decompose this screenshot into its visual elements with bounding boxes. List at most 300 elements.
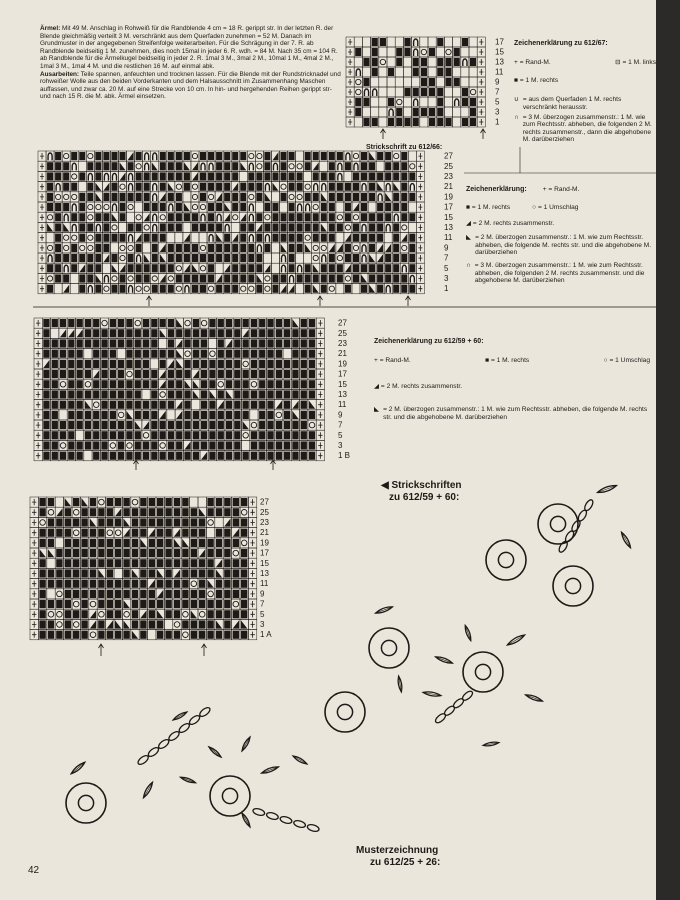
- knit-mark: [110, 390, 116, 398]
- border-stitch-mark: [32, 540, 36, 546]
- sk2po-mark: [201, 214, 205, 221]
- knit-mark: [377, 234, 383, 242]
- decrease-mark: [48, 549, 54, 557]
- chart-cell: [47, 589, 55, 599]
- knit-mark: [216, 254, 222, 262]
- knit-mark: [329, 152, 335, 160]
- knit-mark: [396, 58, 402, 66]
- knit-mark: [110, 411, 116, 419]
- knit-mark: [301, 339, 307, 347]
- knit-mark: [208, 213, 214, 221]
- knit-mark: [224, 580, 230, 588]
- knit-mark: [120, 193, 126, 201]
- chart-cell: [379, 77, 387, 87]
- sk2po-mark: [153, 224, 157, 231]
- knit-mark: [226, 370, 232, 378]
- knit-mark: [120, 274, 126, 282]
- knit-mark: [377, 274, 383, 282]
- yarn-over-mark: [124, 612, 130, 618]
- knit-mark: [93, 390, 99, 398]
- knit-mark: [160, 452, 166, 460]
- knit-mark: [429, 118, 435, 126]
- knit-mark: [216, 285, 222, 293]
- knit-mark: [184, 452, 190, 460]
- knit-mark: [115, 600, 121, 608]
- knit-mark: [149, 549, 155, 557]
- yarn-over-mark: [160, 392, 166, 398]
- knit-mark: [56, 549, 62, 557]
- knit-mark: [409, 285, 415, 293]
- decrease-mark: [226, 390, 232, 398]
- decrease-mark: [140, 539, 146, 547]
- knit-mark: [267, 350, 273, 358]
- finishing-title: Ausarbeiten:: [40, 70, 80, 78]
- knit-mark: [234, 452, 240, 460]
- repeat-arrow-mark: [147, 296, 152, 306]
- decrease-mark: [120, 172, 126, 180]
- chart-cell: [110, 243, 118, 253]
- knit-mark: [168, 264, 174, 272]
- decrease-mark: [95, 183, 101, 191]
- knit-mark: [321, 264, 327, 272]
- knit-mark: [65, 620, 71, 628]
- knit-mark: [168, 431, 174, 439]
- decrease-mark: [98, 569, 104, 577]
- chart-cell: [231, 222, 239, 232]
- knit-mark: [118, 380, 124, 388]
- knit-mark: [369, 183, 375, 191]
- border-stitch-mark: [318, 381, 322, 387]
- knit-mark: [98, 549, 104, 557]
- knit-mark: [208, 264, 214, 272]
- knit-mark: [243, 319, 249, 327]
- knit-mark: [267, 421, 273, 429]
- knit-mark: [289, 152, 295, 160]
- chart-cell: [379, 107, 387, 117]
- knit-mark: [111, 183, 117, 191]
- chart-cell: [362, 67, 370, 77]
- knit-mark: [209, 370, 215, 378]
- k2tog-symbol-icon: ◢: [466, 219, 472, 227]
- yarn-over-mark: [297, 194, 302, 199]
- knit-mark: [85, 370, 91, 378]
- knit-mark: [165, 498, 171, 506]
- knit-mark: [216, 610, 222, 618]
- border-stitch-symbol-icon: +: [374, 357, 378, 365]
- knit-mark: [176, 441, 182, 449]
- flower-ring: [325, 692, 365, 732]
- decrease-mark: [132, 569, 138, 577]
- border-stitch-mark: [418, 163, 422, 169]
- knit-mark: [329, 264, 335, 272]
- knit-mark: [301, 370, 307, 378]
- decrease-mark: [103, 254, 109, 262]
- chart-cell: [283, 349, 291, 359]
- border-stitch-mark: [418, 265, 422, 271]
- knit-mark: [284, 390, 290, 398]
- yarn-over-mark: [60, 443, 66, 449]
- knit-mark: [152, 234, 158, 242]
- knit-mark: [120, 152, 126, 160]
- yarn-over-mark: [309, 422, 315, 428]
- knit-mark: [200, 223, 206, 231]
- knit-mark: [251, 339, 257, 347]
- knit-mark: [292, 431, 298, 439]
- knit-mark: [43, 350, 49, 358]
- border-stitch-mark: [32, 509, 36, 515]
- knit-mark: [259, 401, 265, 409]
- decrease-mark: [272, 183, 278, 191]
- decrease-mark: [90, 620, 96, 628]
- knit-mark: [111, 162, 117, 170]
- knit-mark: [101, 350, 107, 358]
- yarn-over-mark: [88, 235, 93, 240]
- chart-cell: [395, 87, 403, 97]
- legend-66-item: ■ = 1 M. rechts: [466, 204, 511, 212]
- knit-mark: [110, 329, 116, 337]
- chart-cell: [408, 222, 416, 232]
- knit-mark: [233, 518, 239, 526]
- knit-mark: [256, 183, 262, 191]
- knit-mark: [65, 610, 71, 618]
- sleeve-title: Ärmel:: [40, 25, 61, 32]
- knit-mark: [151, 370, 157, 378]
- chart-cell: [453, 67, 461, 77]
- yarn-over-mark: [249, 286, 254, 291]
- knit-mark: [292, 329, 298, 337]
- legend-66-item: ◢ = 2 M. rechts zusammenstr.: [466, 219, 555, 227]
- knit-mark: [377, 203, 383, 211]
- sk2po-mark: [389, 109, 393, 116]
- decrease-mark: [224, 213, 230, 221]
- knit-mark: [149, 610, 155, 618]
- knit-mark: [165, 549, 171, 557]
- knit-mark: [87, 254, 93, 262]
- yarn-over-mark: [394, 153, 399, 158]
- knit-mark: [284, 401, 290, 409]
- knit-mark: [43, 441, 49, 449]
- knit-mark: [115, 518, 121, 526]
- knit-mark: [208, 183, 214, 191]
- knit-mark: [143, 441, 149, 449]
- knit-mark: [95, 285, 101, 293]
- knit-mark: [218, 339, 224, 347]
- border-stitch-mark: [418, 275, 422, 281]
- decrease-mark: [176, 401, 182, 409]
- knit-mark: [233, 498, 239, 506]
- knit-mark: [289, 234, 295, 242]
- knit-mark: [144, 193, 150, 201]
- chart-cell: [191, 233, 199, 243]
- chart-cell: [183, 222, 191, 232]
- knit-mark: [292, 421, 298, 429]
- border-stitch-mark: [250, 509, 254, 515]
- sk2po-mark: [362, 184, 366, 191]
- decrease-mark: [43, 360, 49, 368]
- row-number: 1 B: [338, 451, 351, 461]
- repeat-arrow-mark: [134, 460, 139, 470]
- chart-cell: [403, 107, 411, 117]
- knit-mark: [256, 172, 262, 180]
- knit-mark: [140, 549, 146, 557]
- decrease-mark: [243, 421, 249, 429]
- knit-mark: [118, 319, 124, 327]
- sk2po-mark: [169, 204, 173, 211]
- knit-mark: [184, 244, 190, 252]
- yarn-over-mark: [144, 286, 149, 291]
- decrease-mark: [292, 319, 298, 327]
- knit-mark: [301, 360, 307, 368]
- knit-mark: [168, 319, 174, 327]
- decrease-mark: [232, 183, 238, 191]
- knit-mark: [232, 274, 238, 282]
- row-number: 21: [260, 528, 269, 538]
- knit-mark: [413, 118, 419, 126]
- knit-mark: [160, 234, 166, 242]
- knit-mark: [39, 620, 45, 628]
- knit-mark: [264, 152, 270, 160]
- knit-mark: [135, 370, 141, 378]
- chart-cell: [387, 77, 395, 87]
- knit-mark: [152, 285, 158, 293]
- knit-mark: [85, 431, 91, 439]
- chart-612-67: [346, 37, 504, 127]
- chart-cell: [167, 233, 175, 243]
- knit-mark: [224, 539, 230, 547]
- decrease-mark: [191, 610, 197, 618]
- knit-mark: [226, 380, 232, 388]
- knit-mark: [151, 421, 157, 429]
- border-stitch-mark: [40, 194, 44, 200]
- knit-mark: [52, 380, 58, 388]
- knit-mark: [353, 254, 359, 262]
- knit-mark: [73, 590, 79, 598]
- yarn-over-mark: [135, 320, 141, 326]
- knit-mark: [165, 559, 171, 567]
- border-stitch-mark: [32, 591, 36, 597]
- knit-mark: [216, 152, 222, 160]
- knit-mark: [309, 441, 315, 449]
- knit-mark: [48, 518, 54, 526]
- knit-mark: [218, 319, 224, 327]
- knit-mark: [251, 319, 257, 327]
- knit-mark: [200, 172, 206, 180]
- knit-mark: [201, 329, 207, 337]
- yarn-over-mark: [192, 194, 197, 199]
- knit-mark: [284, 380, 290, 388]
- knit-mark: [52, 390, 58, 398]
- decrease-mark: [77, 329, 83, 337]
- yarn-over-mark: [102, 320, 108, 326]
- decrease-mark: [56, 508, 62, 516]
- border-stitch-mark: [36, 340, 40, 346]
- knit-mark: [272, 234, 278, 242]
- knit-mark: [193, 411, 199, 419]
- knit-mark: [409, 172, 415, 180]
- knit-mark: [470, 118, 476, 126]
- border-stitch-mark: [32, 570, 36, 576]
- knit-mark: [289, 172, 295, 180]
- sk2po-mark: [96, 224, 100, 231]
- knit-mark: [56, 518, 62, 526]
- knit-mark: [199, 529, 205, 537]
- yarn-over-mark: [281, 184, 286, 189]
- border-stitch-mark: [250, 611, 254, 617]
- decrease-mark: [65, 498, 71, 506]
- knit-mark: [174, 590, 180, 598]
- chain-stitch: [178, 722, 191, 734]
- chart-cell: [362, 37, 370, 47]
- knit-mark: [191, 559, 197, 567]
- row-number: 3: [260, 620, 265, 629]
- knit-mark: [321, 172, 327, 180]
- knit-mark: [301, 421, 307, 429]
- knit-mark: [201, 421, 207, 429]
- border-stitch-mark: [479, 39, 483, 45]
- border-stitch-mark: [348, 99, 352, 105]
- decrease-mark: [256, 223, 262, 231]
- decrease-mark: [160, 370, 166, 378]
- knit-mark: [226, 319, 232, 327]
- flower-center: [381, 640, 396, 655]
- decrease-mark: [160, 411, 166, 419]
- knit-mark: [136, 244, 142, 252]
- knit-mark: [363, 58, 369, 66]
- knit-mark: [110, 421, 116, 429]
- knit-mark: [182, 569, 188, 577]
- knit-mark: [284, 339, 290, 347]
- sk2po-mark: [112, 173, 116, 180]
- knit-mark: [393, 244, 399, 252]
- chart-cell: [395, 37, 403, 47]
- border-stitch-mark: [418, 153, 422, 159]
- knit-mark: [248, 274, 254, 282]
- decrease-mark: [199, 549, 205, 557]
- yarn-over-mark: [118, 412, 124, 418]
- knit-mark: [276, 360, 282, 368]
- knit-mark: [118, 370, 124, 378]
- knit-mark: [151, 339, 157, 347]
- knit-mark: [95, 162, 101, 170]
- decrease-mark: [233, 529, 239, 537]
- decrease-mark: [369, 254, 375, 262]
- knit-mark: [321, 285, 327, 293]
- chart-cell: [55, 497, 63, 507]
- yarn-over-mark: [73, 530, 79, 536]
- border-stitch-mark: [348, 109, 352, 115]
- yarn-over-mark: [73, 510, 79, 516]
- knit-mark: [361, 193, 367, 201]
- knit-mark: [276, 421, 282, 429]
- knit-mark: [184, 421, 190, 429]
- knit-mark: [216, 183, 222, 191]
- sk2po-mark: [72, 163, 76, 170]
- row-number: 5: [260, 609, 265, 619]
- border-stitch-mark: [318, 412, 322, 418]
- decrease-mark: [174, 529, 180, 537]
- yarn-over-mark: [380, 59, 385, 64]
- knit-mark: [90, 539, 96, 547]
- knit-mark: [191, 539, 197, 547]
- knit-mark: [421, 68, 427, 76]
- chart-cell: [175, 233, 183, 243]
- knit-mark: [224, 152, 230, 160]
- knit-mark: [248, 244, 254, 252]
- knit-mark: [168, 390, 174, 398]
- knit-mark: [90, 569, 96, 577]
- decrease-mark: [93, 370, 99, 378]
- knit-mark: [233, 569, 239, 577]
- knit-mark: [218, 390, 224, 398]
- knit-mark: [103, 152, 109, 160]
- knit-mark: [201, 390, 207, 398]
- knit-mark: [297, 244, 303, 252]
- knit-mark: [372, 118, 378, 126]
- sk2po-mark: [362, 245, 366, 252]
- knit-mark: [157, 518, 163, 526]
- knit-mark: [234, 319, 240, 327]
- knit-mark: [71, 264, 77, 272]
- sk2po-mark: [249, 214, 253, 221]
- border-stitch-mark: [40, 163, 44, 169]
- sk2po-mark: [298, 265, 302, 272]
- chart-cell: [461, 107, 469, 117]
- yarn-over-mark: [104, 286, 109, 291]
- knit-mark: [107, 580, 113, 588]
- yarn-over-mark: [56, 194, 61, 199]
- knit-mark: [107, 549, 113, 557]
- decrease-mark: [123, 600, 129, 608]
- chart-cell: [469, 67, 477, 77]
- knit-mark: [209, 319, 215, 327]
- knit-mark: [60, 350, 66, 358]
- knit-mark: [216, 631, 222, 639]
- yarn-over-mark: [446, 49, 451, 54]
- chart-cell: [199, 233, 207, 243]
- knit-mark: [168, 329, 174, 337]
- border-stitch-mark: [479, 59, 483, 65]
- knit-mark: [93, 350, 99, 358]
- knit-mark: [128, 264, 134, 272]
- knit-mark: [85, 360, 91, 368]
- row-number: 7: [338, 420, 343, 430]
- knit-mark: [39, 559, 45, 567]
- knit-mark: [81, 610, 87, 618]
- knit-mark: [259, 452, 265, 460]
- knit-mark: [81, 559, 87, 567]
- knit-mark: [103, 244, 109, 252]
- decrease-mark: [90, 518, 96, 526]
- knit-mark: [182, 580, 188, 588]
- decrease-mark: [160, 380, 166, 388]
- knit-mark: [240, 223, 246, 231]
- decrease-mark: [193, 380, 199, 388]
- knit-mark: [65, 549, 71, 557]
- chart-cell: [54, 284, 62, 294]
- sk2po-mark: [48, 153, 52, 160]
- yarn-over-mark: [160, 215, 165, 220]
- knit-mark: [241, 590, 247, 598]
- border-stitch-mark: [40, 245, 44, 251]
- yarn-over-mark: [104, 204, 109, 209]
- knit-mark: [52, 360, 58, 368]
- sk2po-mark: [354, 163, 358, 170]
- knit-mark: [200, 285, 206, 293]
- page-spine: [656, 0, 680, 900]
- knit-mark: [48, 580, 54, 588]
- chart-cell: [183, 192, 191, 202]
- knit-mark: [81, 549, 87, 557]
